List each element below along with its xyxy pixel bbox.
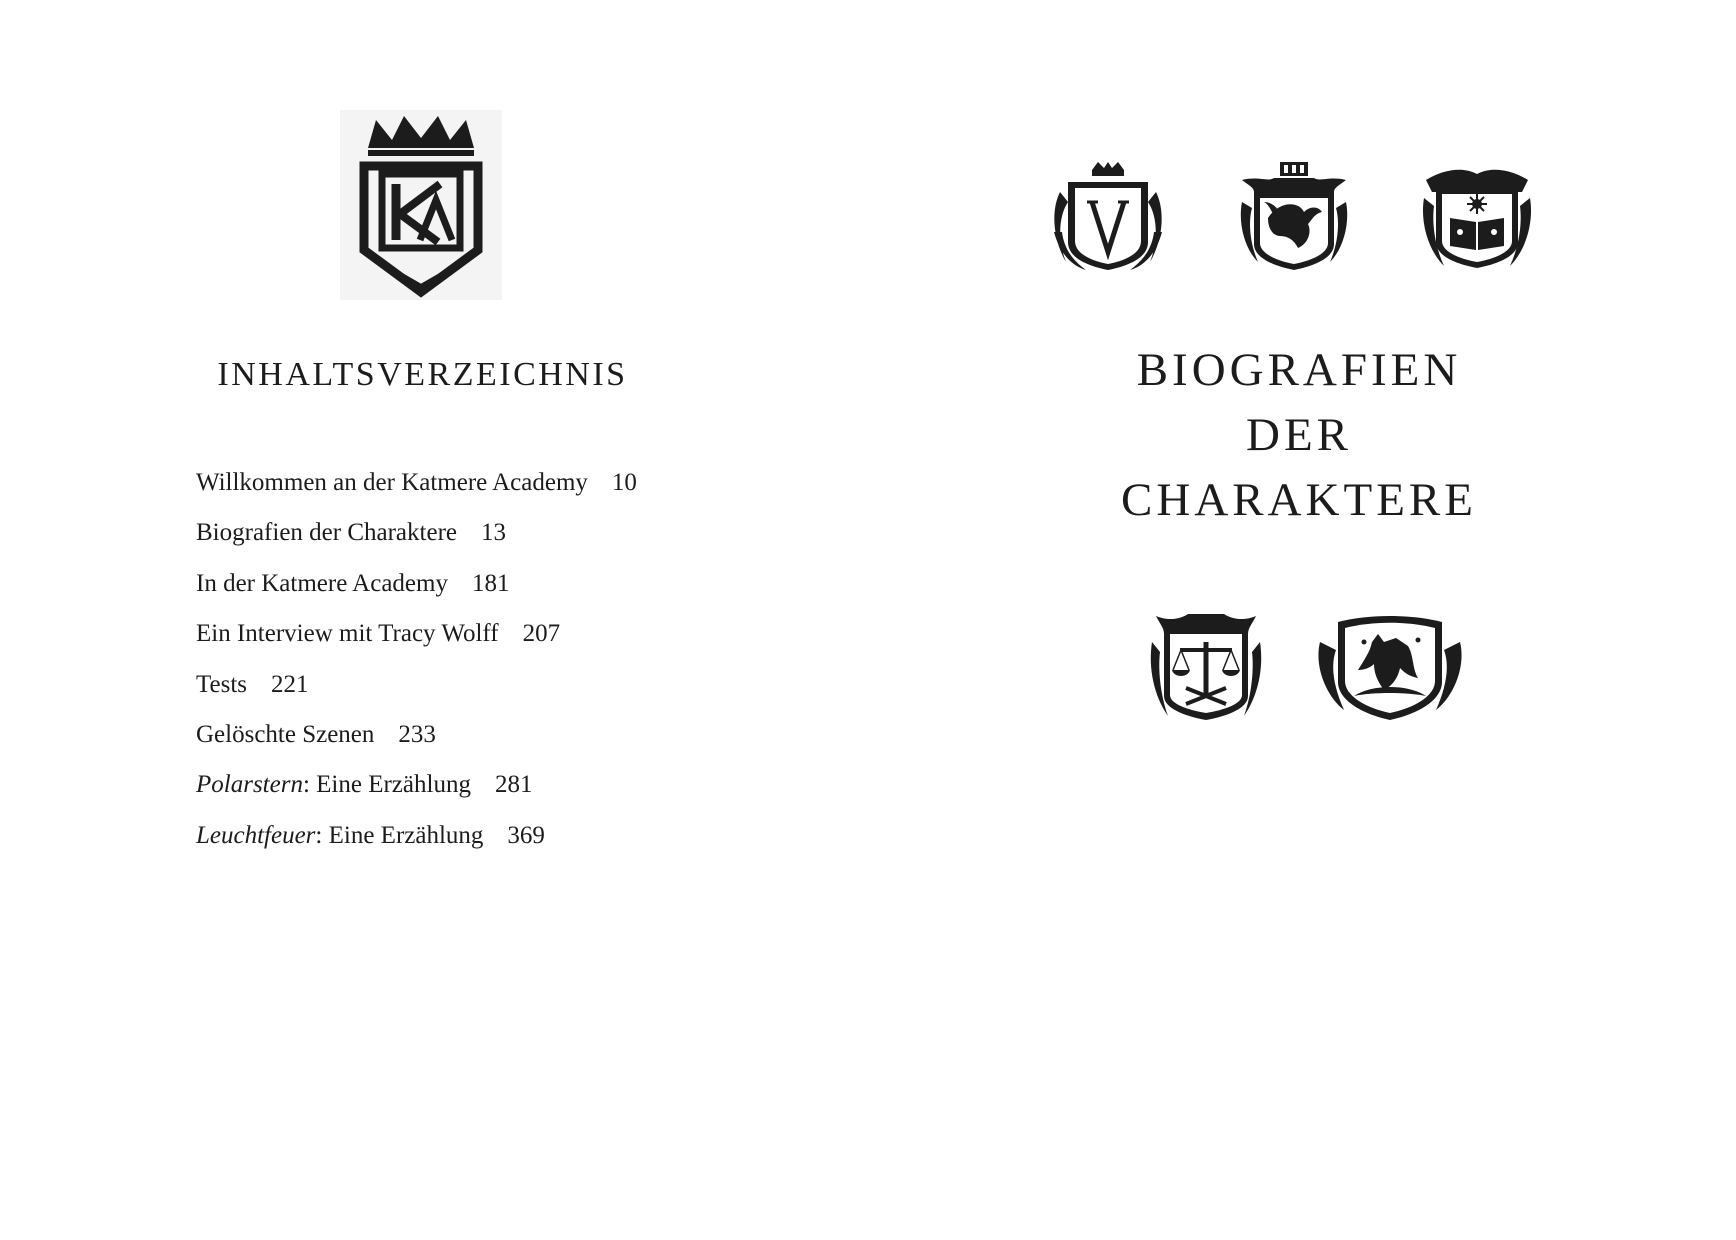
scales-crest-icon	[1148, 612, 1264, 722]
toc-list	[196, 458, 637, 861]
toc-entry[interactable]	[196, 760, 637, 810]
crowned-ka-monogram-icon	[340, 110, 502, 300]
toc-entry[interactable]	[196, 559, 637, 609]
toc-entry-title: : Eine Erzählung	[315, 821, 484, 849]
toc-entry-page: 207	[522, 620, 561, 648]
dragon-crest-icon	[1238, 162, 1350, 272]
toc-entry-title: Willkommen an der Katmere Academy	[196, 469, 588, 496]
toc-entry-page: 181	[471, 569, 510, 597]
toc-entry-title-italic: Polarstern	[196, 771, 303, 799]
section-title-line: BIOGRAFIEN	[1136, 344, 1462, 396]
toc-entry-page: 10	[611, 469, 637, 496]
toc-entry-page: 13	[481, 519, 506, 547]
toc-entry[interactable]	[196, 458, 637, 508]
toc-entry[interactable]	[196, 660, 637, 710]
toc-entry-page: 221	[271, 670, 309, 698]
toc-title: INHALTSVERZEICHNIS	[217, 356, 628, 393]
right-page	[868, 0, 1736, 1240]
toc-entry-page: 369	[507, 821, 545, 849]
toc-entry-page: 281	[494, 771, 533, 799]
witch-book-crest-icon	[1422, 162, 1532, 272]
crest-row-top	[1050, 162, 1532, 272]
crest-row-bottom	[1148, 612, 1462, 722]
wolf-crest-icon	[1318, 612, 1462, 722]
toc-entry-title: Biografien der Charaktere	[196, 519, 457, 547]
toc-entry[interactable]	[196, 609, 637, 659]
section-title-line: DER	[1246, 409, 1352, 461]
toc-entry-title: In der Katmere Academy	[196, 569, 448, 597]
section-title-line: CHARAKTERE	[1121, 474, 1477, 526]
toc-entry-title: Ein Interview mit Tracy Wolff	[196, 620, 499, 648]
toc-entry-title: Tests	[196, 670, 248, 698]
toc-entry[interactable]	[196, 811, 637, 861]
toc-entry-title: Gelöschte Szenen	[196, 721, 375, 749]
toc-entry-page: 233	[398, 721, 436, 749]
vampire-v-crest-icon	[1050, 162, 1166, 272]
toc-entry-title-italic: Leuchtfeuer	[196, 821, 316, 849]
toc-entry-title: : Eine Erzählung	[302, 771, 471, 799]
toc-entry[interactable]	[196, 508, 637, 558]
section-title	[868, 338, 1730, 533]
toc-entry[interactable]	[196, 710, 637, 760]
